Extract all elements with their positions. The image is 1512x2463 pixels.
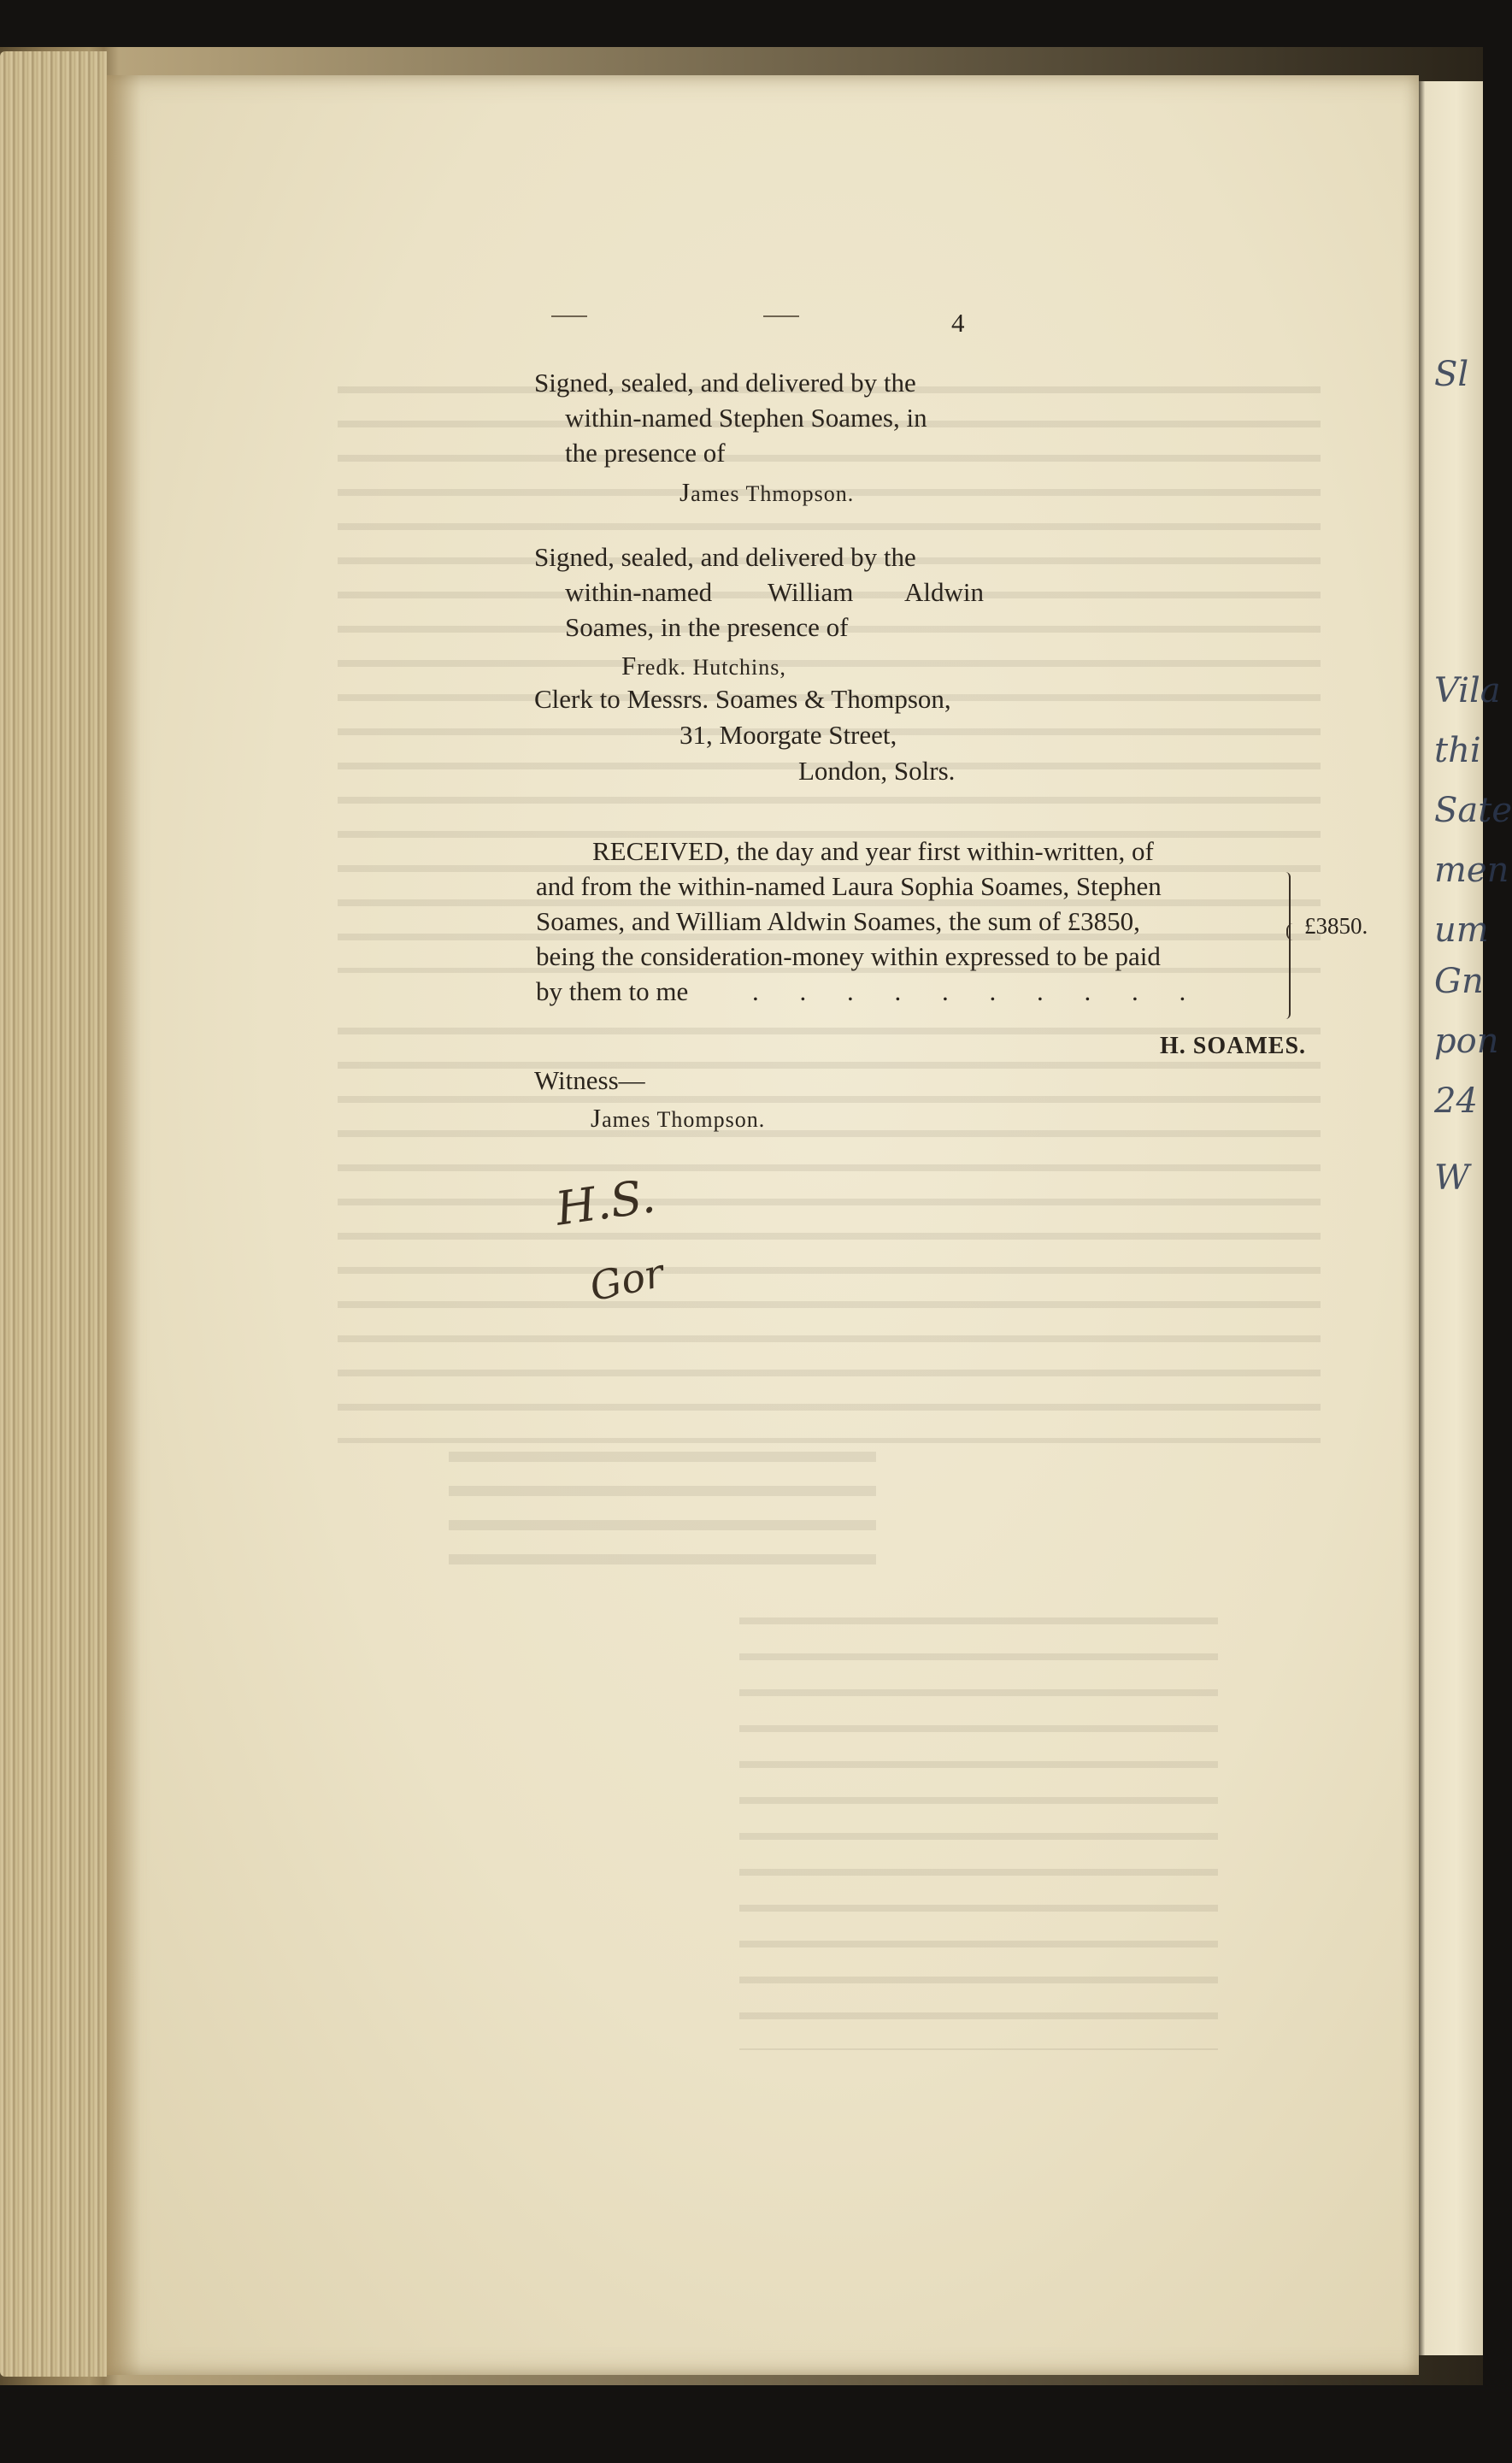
attestation-line: within-named [565,577,713,607]
facing-page-fragment: W [1434,1158,1470,1198]
header-rule [551,315,587,317]
witness-address: 31, Moorgate Street, [680,720,897,750]
facing-page-fragment: pon [1434,1022,1499,1061]
attestation-line: Aldwin [904,577,984,607]
signatory: H. SOAMES. [1160,1033,1307,1059]
leader-dots: . . . . . . . . . . [752,976,1203,1006]
witness-name: James Thmopson. [680,477,855,507]
facing-page-fragment: Vila [1434,671,1501,710]
handwritten-note: Gor [585,1249,668,1311]
attestation-line: Signed, sealed, and delivered by the [534,368,916,398]
handwritten-initials: H.S. [552,1169,659,1236]
facing-page-fragment: 24 [1434,1081,1478,1121]
attestation-line: Soames, in the presence of [565,612,849,642]
page-number: 4 [951,308,965,338]
witness-name: Fredk. Hutchins, [621,651,786,681]
facing-page-fragment: Sl [1434,355,1469,394]
bleed-through-text-2 [338,1016,1321,1443]
page-edges [0,51,107,2377]
bleed-through-attestation [739,1606,1218,2050]
facing-page-fragment: men [1434,851,1509,890]
facing-page-fragment: um [1434,910,1489,950]
attestation-line: the presence of [565,438,726,468]
witness-label: Witness— [534,1065,645,1095]
header-rule [763,315,799,317]
bleed-through-signatures [449,1443,876,1588]
attestation-line: William [768,577,854,607]
witness-address: Clerk to Messrs. Soames & Thompson, [534,684,951,714]
receipt-line: Soames, and William Aldwin Soames, the sum of £3850, [536,906,1140,936]
facing-page-fragment: Sate [1434,791,1512,830]
receipt-amount: £3850. [1304,913,1368,939]
facing-page-fragment: Gn [1434,962,1484,1001]
facing-page [1417,81,1512,2355]
witness-address: London, Solrs. [798,756,956,786]
bracket [1285,872,1291,1019]
receipt-line: RECEIVED, the day and year first within-written, of [592,836,1154,866]
receipt-line: and from the within-named Laura Sophia Soames, Stephen [536,871,1162,901]
bracket-point [1286,923,1297,940]
witness-name: James Thompson. [591,1103,766,1133]
receipt-line: being the consideration-money within expressed to be paid [536,941,1161,971]
facing-page-fragment: thi [1434,731,1481,770]
attestation-line: within-named Stephen Soames, in [565,403,927,433]
receipt-line: by them to me [536,976,689,1006]
attestation-line: Signed, sealed, and delivered by the [534,542,916,572]
